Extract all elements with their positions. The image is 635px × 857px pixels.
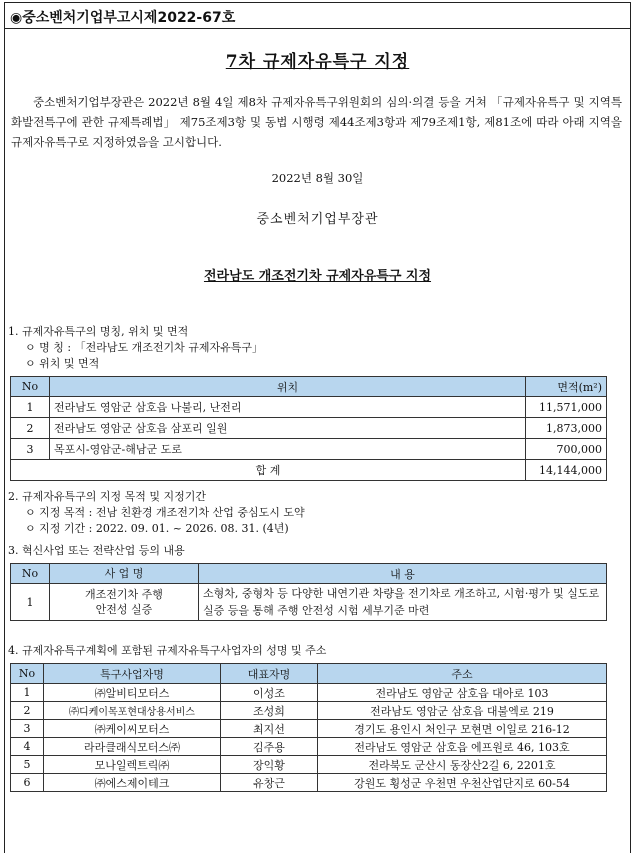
row-no: 2: [11, 418, 50, 439]
row-representative: 김주용: [221, 738, 318, 756]
row-representative: 이성조: [221, 684, 318, 702]
total-value: 14,144,000: [526, 460, 607, 481]
table-row: [11, 756, 607, 774]
operator-table: [10, 663, 607, 792]
gazette-page: [4, 2, 631, 853]
zone-name-line: ㅇ 명 칭 : 「전라남도 개조전기차 규제자유특구」: [25, 341, 263, 354]
row-no: 6: [11, 774, 44, 792]
table-row: [11, 738, 607, 756]
header-representative: 대표자명: [221, 664, 318, 684]
table-row: [11, 418, 607, 439]
sub-title: 전라남도 개조전기차 규제자유특구 지정: [203, 269, 432, 284]
notice-date: 2022년 8월 30일: [271, 171, 364, 185]
row-area: 1,873,000: [526, 418, 607, 439]
row-no: 5: [11, 756, 44, 774]
section-4-heading: 4. 규제자유특구계획에 포함된 규제자유특구사업자의 성명 및 주소: [8, 644, 327, 657]
document-title: 7차 규제자유특구 지정: [225, 52, 410, 72]
intro-paragraph: 중소벤처기업부장관은 2022년 8월 4일 제8차 규제자유특구위원회의 심의·의결 등을 거쳐 「규제자유특구 및 지역특화발전특구에 관한 규제특례법」 제75조제3항 및 동법 시행령 제44조제3항과 제79조제1항, 제81조에 따라 아래 지역을 규제자유특구로 지정하였음을 고시합니다.: [11, 95, 622, 149]
row-address: 전라남도 영암군 삼호읍 에프원로 46, 103호: [318, 738, 607, 756]
row-location: 목포시-영암군-해남군 도로: [50, 439, 526, 460]
table-row: [11, 584, 607, 621]
header-project-name: 사 업 명: [50, 564, 199, 584]
section-4: [5, 643, 630, 792]
row-address: 전라북도 군산시 동장산2길 6, 2201호: [318, 756, 607, 774]
project-table: [10, 563, 607, 621]
row-address: 강원도 횡성군 우천면 우천산업단지로 60-54: [318, 774, 607, 792]
row-no: 3: [11, 439, 50, 460]
row-location: 전라남도 영암군 삼호읍 삼포리 일원: [50, 418, 526, 439]
table-row: [11, 439, 607, 460]
section-3: [5, 543, 630, 621]
section-3-heading: 3. 혁신사업 또는 전략산업 등의 내용: [8, 544, 185, 557]
location-area-line: ㅇ 위치 및 면적: [25, 357, 100, 370]
header-area: 면적(m²): [526, 377, 607, 397]
row-address: 전라남도 영암군 삼호읍 대아로 103: [318, 684, 607, 702]
period-line: ㅇ 지정 기간 : 2022. 09. 01. ~ 2026. 08. 31. (4년): [25, 522, 289, 535]
row-no: 2: [11, 702, 44, 720]
row-no: 4: [11, 738, 44, 756]
section-2-heading: 2. 규제자유특구의 지정 목적 및 지정기간: [8, 490, 206, 503]
table-row: [11, 684, 607, 702]
row-representative: 유창근: [221, 774, 318, 792]
row-company: 라라클래식모터스㈜: [44, 738, 221, 756]
project-name-line-1: 개조전기차 주행: [85, 588, 163, 601]
issuing-authority: 중소벤처기업부장관: [256, 212, 379, 227]
row-no: 1: [11, 584, 50, 621]
header-no: No: [11, 377, 50, 397]
row-no: 1: [11, 397, 50, 418]
row-representative: 최지선: [221, 720, 318, 738]
row-project-name: [50, 584, 199, 621]
table-row: [11, 720, 607, 738]
table-header-row: [11, 664, 607, 684]
row-address: 전라남도 영암군 삼호읍 대불엑로 219: [318, 702, 607, 720]
row-company: ㈜알비티모터스: [44, 684, 221, 702]
row-location: 전라남도 영암군 삼호읍 나불리, 난전리: [50, 397, 526, 418]
header-no: No: [11, 664, 44, 684]
row-area: 11,571,000: [526, 397, 607, 418]
row-area: 700,000: [526, 439, 607, 460]
header-company: 특구사업자명: [44, 664, 221, 684]
section-2: [5, 489, 630, 537]
row-address: 경기도 용인시 처인구 모현면 이일로 216-12: [318, 720, 607, 738]
total-label: 합 계: [11, 460, 526, 481]
header-address: 주소: [318, 664, 607, 684]
section-1: [5, 324, 630, 481]
table-row: [11, 397, 607, 418]
table-row: [11, 774, 607, 792]
section-1-heading: 1. 규제자유특구의 명칭, 위치 및 면적: [8, 325, 189, 338]
table-header-row: [11, 377, 607, 397]
row-representative: 조성희: [221, 702, 318, 720]
table-header-row: [11, 564, 607, 584]
header-no: No: [11, 564, 50, 584]
project-name-line-2: 안전성 실증: [95, 603, 153, 616]
row-company: ㈜케이씨모터스: [44, 720, 221, 738]
header-location: 위치: [50, 377, 526, 397]
row-company: 모나일렉트릭㈜: [44, 756, 221, 774]
row-representative: 장익황: [221, 756, 318, 774]
table-row: [11, 702, 607, 720]
row-company: ㈜디케이목포현대상용서비스: [44, 702, 221, 720]
location-table: [10, 376, 607, 481]
row-no: 3: [11, 720, 44, 738]
header-content: 내 용: [199, 564, 607, 584]
notice-number-header: ◉중소벤처기업부고시제2022-67호: [5, 3, 630, 29]
row-company: ㈜에스제이테크: [44, 774, 221, 792]
purpose-line: ㅇ 지정 목적 : 전남 친환경 개조전기차 산업 중심도시 도약: [25, 506, 305, 519]
row-no: 1: [11, 684, 44, 702]
total-row: [11, 460, 607, 481]
row-content: 소형차, 중형차 등 다양한 내연기관 차량을 전기차로 개조하고, 시험·평가 및 실도로 실증 등을 통해 주행 안전성 시험 세부기준 마련: [199, 584, 607, 621]
